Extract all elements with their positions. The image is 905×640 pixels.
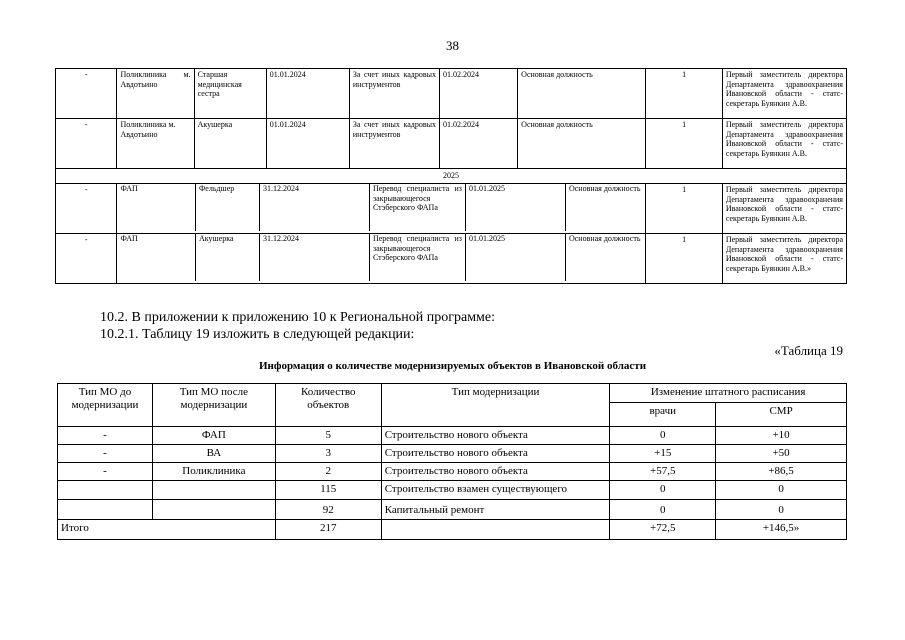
cell-before: -: [58, 427, 153, 445]
cell-count: 2: [275, 463, 381, 481]
cell-smr: +10: [716, 427, 847, 445]
cell-doctors: 0: [610, 481, 716, 500]
cell-count: 5: [275, 427, 381, 445]
header-smr: СМР: [716, 403, 847, 427]
table-row: [58, 427, 847, 445]
cell-col6: 01.01.2025: [465, 184, 565, 231]
total-count: 217: [275, 520, 381, 540]
cell-col3: Акушерка: [194, 119, 266, 169]
cell-col7: Основная должность: [518, 119, 646, 169]
cell-col3: Акушерка: [195, 234, 259, 281]
header-type-after: Тип МО после модернизации: [152, 384, 275, 427]
cell-doctors: +57,5: [610, 463, 716, 481]
total-doctors: +72,5: [610, 520, 716, 540]
cell-smr: 0: [716, 500, 847, 520]
cell-smr: +86,5: [716, 463, 847, 481]
cell-col1: -: [56, 184, 117, 234]
cell-count: 115: [275, 481, 381, 500]
header-staff-change: Изменение штатного расписания: [610, 384, 847, 403]
cell-smr: +50: [716, 445, 847, 463]
cell-col5: Перевод специалиста из закрывающегося Стэберского ФАПа: [369, 234, 465, 281]
cell-col5: За счет иных кадровых инструментов: [349, 69, 439, 119]
cell-col2: ФАП: [120, 184, 138, 193]
cell-col1: -: [56, 119, 117, 169]
total-type: [381, 520, 610, 540]
cell-col6: 01.02.2024: [440, 119, 518, 169]
cell-after: ФАП: [152, 427, 275, 445]
cell-doctors: 0: [610, 427, 716, 445]
total-smr: +146,5»: [716, 520, 847, 540]
cell-before: [58, 500, 153, 520]
cell-col7: Основная должность: [565, 234, 645, 281]
cell-type: Строительство нового объекта: [381, 445, 610, 463]
cell-col4: 01.01.2024: [266, 69, 349, 119]
cell-col9: Первый заместитель директора Департамента здравоохранения Ивановской области - статс-секретарь Буянкин А.В.»: [722, 234, 846, 284]
cell-col2: ФАП: [120, 234, 138, 243]
table-row: [56, 234, 847, 284]
total-label: Итого: [58, 520, 276, 540]
cell-col5: За счет иных кадровых инструментов: [349, 119, 439, 169]
table-row: [58, 445, 847, 463]
year-label: 2025: [56, 169, 847, 184]
paragraph-10-2: 10.2. В приложении к приложению 10 к Региональной программе:: [100, 310, 496, 325]
cell-col9: Первый заместитель директора Департамента здравоохранения Ивановской области - статс-секретарь Буянкин А.В.: [722, 119, 846, 169]
cell-col4: 31.12.2024: [259, 184, 369, 231]
table-row: [58, 463, 847, 481]
header-modernization: Тип модернизации: [381, 384, 610, 427]
cell-col3: Фельдшер: [195, 184, 259, 231]
cell-col4: 01.01.2024: [266, 119, 349, 169]
cell-before: -: [58, 445, 153, 463]
cell-after: [152, 481, 275, 500]
table-row: [56, 119, 847, 169]
total-row: [58, 520, 847, 540]
cell-col3: Старшая медицинская сестра: [194, 69, 266, 119]
cell-col8: 1: [646, 184, 722, 234]
cell-col1: -: [56, 69, 117, 119]
table-row: [58, 481, 847, 500]
cell-col5: Перевод специалиста из закрывающегося Стэберского ФАПа: [369, 184, 465, 231]
year-row: [56, 169, 847, 184]
cell-col7: Основная должность: [518, 69, 646, 119]
cell-type: Строительство взамен существующего: [381, 481, 610, 500]
cell-before: -: [58, 463, 153, 481]
cell-col6: 01.01.2025: [465, 234, 565, 281]
cell-group: [117, 234, 646, 284]
cell-type: Строительство нового объекта: [381, 427, 610, 445]
staff-plan-table: [55, 68, 847, 284]
row-inner: [117, 184, 645, 231]
header-count: Количество объектов: [275, 384, 381, 427]
cell-type: Капитальный ремонт: [381, 500, 610, 520]
table-row: [58, 500, 847, 520]
header-row: [58, 384, 847, 403]
cell-col9: Первый заместитель директора Департамента здравоохранения Ивановской области - статс-секретарь Буянкин А.В.: [722, 69, 846, 119]
table-row: [56, 69, 847, 119]
cell-col4: 31.12.2024: [259, 234, 369, 281]
table-reference: «Таблица 19: [774, 343, 843, 358]
cell-type: Строительство нового объекта: [381, 463, 610, 481]
row-inner: [117, 234, 645, 281]
cell-count: 92: [275, 500, 381, 520]
table-row: [56, 184, 847, 234]
cell-col7: Основная должность: [565, 184, 645, 231]
cell-group: [117, 184, 646, 234]
cell-col8: 1: [646, 69, 722, 119]
cell-col1: -: [56, 234, 117, 284]
cell-after: [152, 500, 275, 520]
cell-col6: 01.02.2024: [440, 69, 518, 119]
page-number: 38: [446, 38, 459, 53]
cell-col9: Первый заместитель директора Департамента здравоохранения Ивановской области - статс-секретарь Буянкин А.В.: [722, 184, 846, 234]
cell-smr: 0: [716, 481, 847, 500]
header-doctors: врачи: [610, 403, 716, 427]
cell-col2: Поликлиника м. Авдотьино: [117, 69, 194, 119]
cell-count: 3: [275, 445, 381, 463]
cell-col2: Поликлиника м. Авдотьино: [117, 119, 194, 169]
cell-col8: 1: [646, 234, 722, 284]
paragraph-10-2-1: 10.2.1. Таблицу 19 изложить в следующей редакции:: [100, 327, 415, 342]
header-type-before: Тип МО до модернизации: [58, 384, 153, 427]
cell-after: Поликлиника: [152, 463, 275, 481]
cell-col8: 1: [646, 119, 722, 169]
cell-doctors: 0: [610, 500, 716, 520]
cell-doctors: +15: [610, 445, 716, 463]
cell-after: ВА: [152, 445, 275, 463]
modernization-table: [57, 383, 847, 540]
table-caption: Информация о количестве модернизируемых объектов в Ивановской области: [258, 360, 647, 372]
cell-before: [58, 481, 153, 500]
